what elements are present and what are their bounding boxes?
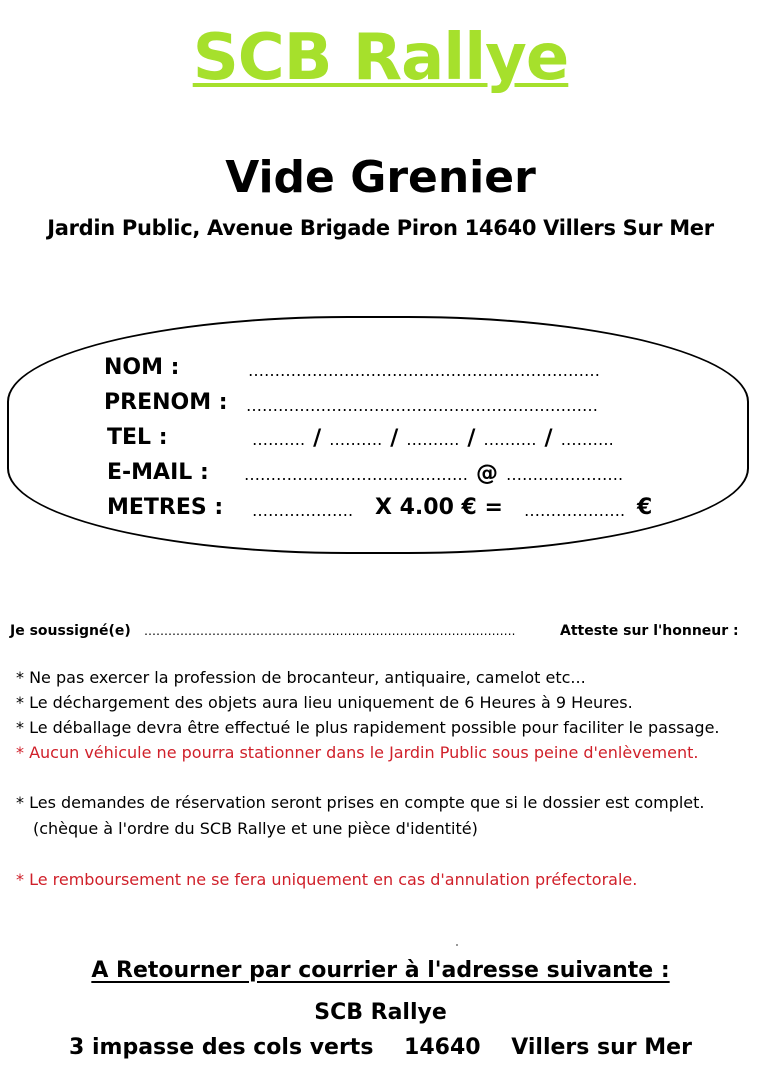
return-title: A Retourner par courrier à l'adresse suivante : [91, 958, 670, 983]
tel-part-5: ………. [560, 430, 614, 449]
declaration-attest: Atteste sur l'honneur : [560, 623, 739, 639]
rule-item-note: (chèque à l'ordre du SCB Rallye et une pièce d'identité) [33, 819, 478, 838]
tel-part-1: ………. [252, 430, 306, 449]
tel-separator: / [313, 426, 322, 451]
club-title: SCB Rallye [192, 21, 569, 95]
email-label: E-MAIL : [107, 460, 209, 485]
return-name: SCB Rallye [314, 1000, 447, 1025]
rule-item: * Le déballage devra être effectué le plus rapidement possible pour faciliter le passage. [16, 718, 720, 737]
email-domain: …………………. [506, 465, 624, 484]
rule-item-warning: * Le remboursement ne se fera uniquement en cas d'annulation préfectorale. [16, 870, 638, 889]
event-address: Jardin Public, Avenue Brigade Piron 14640 Villers Sur Mer [47, 216, 714, 240]
email-local: …………………………………… [244, 465, 468, 484]
tel-field[interactable] [252, 424, 614, 455]
tel-part-4: ………. [483, 430, 537, 449]
nom-field[interactable]: ………………………………………………………… [248, 361, 600, 380]
tel-label: TEL : [107, 425, 168, 450]
stray-mark [456, 944, 458, 946]
return-address: 3 impasse des cols verts 14640 Villers sur Mer [69, 1035, 692, 1060]
prenom-label: PRENOM : [104, 390, 228, 415]
event-title: Vide Grenier [225, 152, 536, 203]
email-at: @ [476, 461, 498, 486]
rule-item-warning: * Aucun véhicule ne pourra stationner dans le Jardin Public sous peine d'enlèvement. [16, 743, 699, 762]
prenom-field[interactable]: ………………………………………………………… [246, 396, 598, 415]
rule-item: * Ne pas exercer la profession de brocanteur, antiquaire, camelot etc... [16, 668, 586, 687]
rule-item: * Le déchargement des objets aura lieu uniquement de 6 Heures à 9 Heures. [16, 693, 633, 712]
email-field[interactable] [244, 459, 623, 490]
price-text: X 4.00 € = [375, 495, 503, 520]
tel-separator: / [390, 426, 399, 451]
total-field[interactable]: ………………. [524, 501, 626, 520]
tel-part-2: ………. [329, 430, 383, 449]
tel-separator: / [467, 426, 476, 451]
declaration-intro: Je soussigné(e) [10, 623, 131, 639]
tel-separator: / [544, 426, 553, 451]
metres-label: METRES : [107, 495, 224, 520]
metres-field[interactable]: ………………. [252, 501, 354, 520]
currency-symbol: € [637, 495, 653, 520]
tel-part-3: ………. [406, 430, 460, 449]
declaration-name-line[interactable]: ………………………………………..………………………………………. [144, 624, 516, 638]
nom-label: NOM : [104, 355, 180, 380]
rule-item: * Les demandes de réservation seront prises en compte que si le dossier est complet. [16, 793, 705, 812]
